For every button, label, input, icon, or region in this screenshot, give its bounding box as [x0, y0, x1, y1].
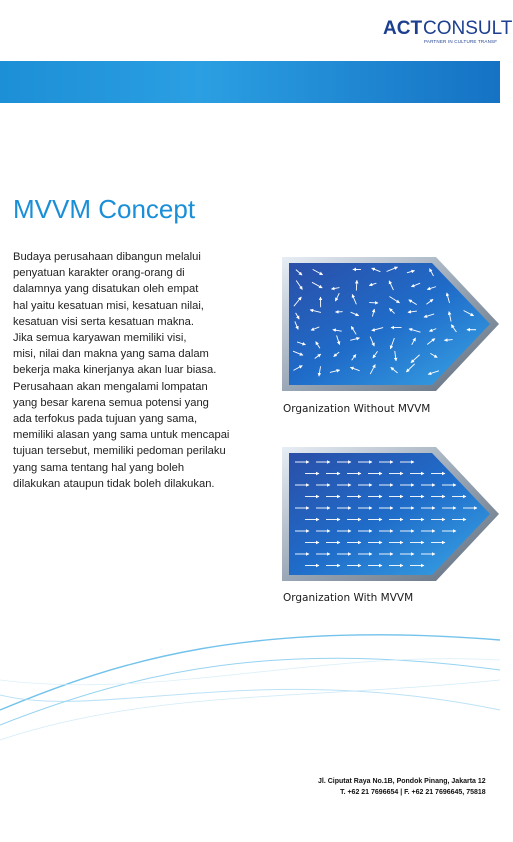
body-line: Jika semua karyawan memiliki visi,	[13, 332, 187, 345]
diagram-without-mvvm	[281, 256, 500, 392]
body-line: hal yaitu kesatuan misi, kesatuan nilai,	[13, 299, 204, 312]
footer-address	[318, 776, 486, 798]
random-arrow	[356, 280, 357, 290]
logo-tagline: PARTNER IN CULTURE TRANSF	[424, 39, 498, 44]
body-line: Perusahaan akan mengalami lompatan	[13, 380, 208, 393]
address-line: Jl. Ciputat Raya No.1B, Pondok Pinang, Jakarta 12	[318, 778, 486, 785]
decorative-waves	[0, 600, 500, 780]
body-line: dilakukan ataupun tidak boleh dilakukan.	[13, 477, 215, 490]
caption-without-mvvm: Organization Without MVVM	[283, 403, 431, 415]
body-line: memiliki alasan yang sama untuk mencapai	[13, 429, 230, 442]
body-line: penyatuan karakter orang-orang di	[13, 267, 185, 280]
body-line: tujuan tersebut, memiliki pedoman perilaku	[13, 445, 226, 458]
page-title: MVVM Concept	[13, 194, 196, 224]
body-line: kesatuan visi serta kesatuan makna.	[13, 315, 194, 328]
body-line: yang sama tentang hal yang boleh	[13, 461, 185, 474]
body-line: dalamnya yang disatukan oleh empat	[13, 283, 199, 296]
body-line: bekerja maka kinerjanya akan luar biasa.	[13, 364, 217, 377]
logo-consult-text: CONSULT	[423, 18, 513, 39]
body-line: misi, nilai dan makna yang sama dalam	[13, 348, 209, 361]
body-line: ada terfokus pada tujuan yang sama,	[13, 413, 198, 426]
body-paragraph	[13, 249, 263, 492]
contact-line: T. +62 21 7696654 | F. +62 21 7696645, 75818	[340, 789, 486, 796]
diagram-with-mvvm	[281, 446, 500, 582]
company-logo	[383, 18, 513, 44]
logo-act-text: ACT	[383, 18, 423, 39]
header-band	[0, 61, 500, 103]
caption-with-mvvm: Organization With MVVM	[283, 592, 414, 604]
body-line: yang besar karena semua potensi yang	[13, 396, 209, 409]
body-line: Budaya perusahaan dibangun melalui	[13, 251, 201, 263]
